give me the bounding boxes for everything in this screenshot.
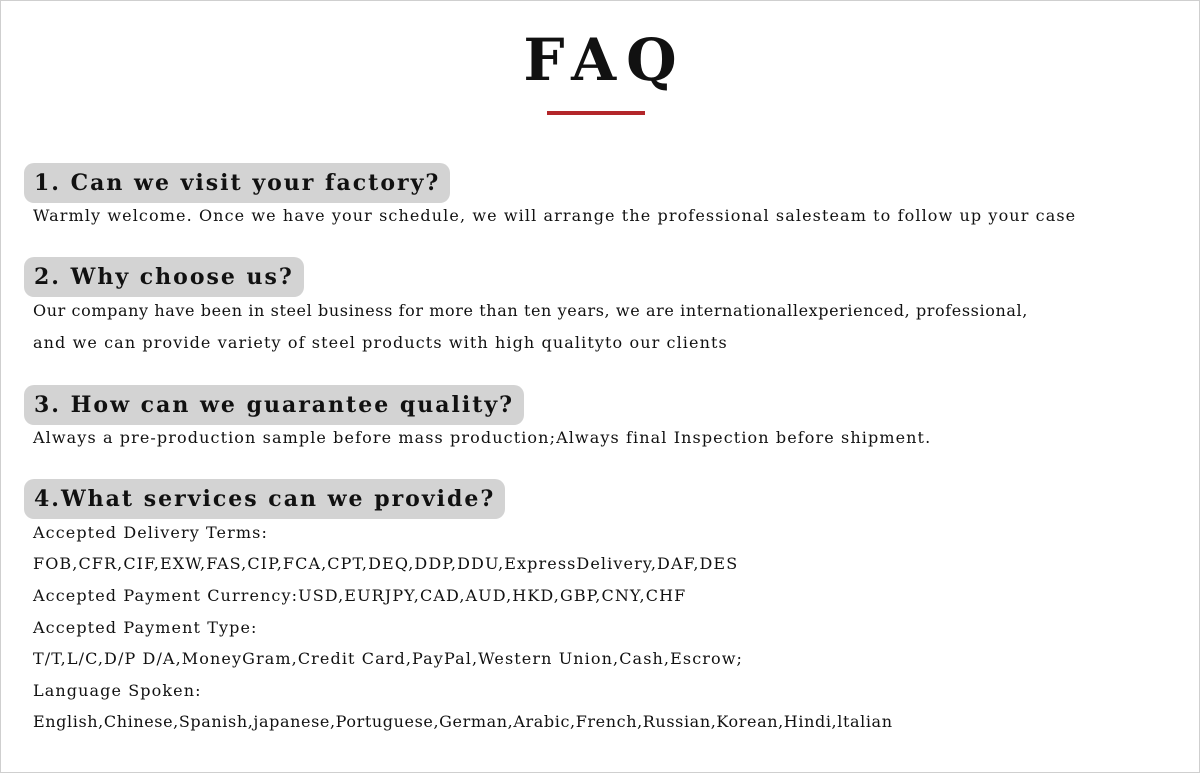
question-3-heading: 3. How can we guarantee quality? — [24, 385, 524, 425]
answer-2-line-2: and we can provide variety of steel products with high qualityto our clients — [33, 333, 728, 352]
answer-4-line-5: T/T,L/C,D/P D/A,MoneyGram,Credit Card,PayPal,Western Union,Cash,Escrow; — [33, 649, 744, 668]
answer-4-line-6: Language Spoken: — [33, 681, 202, 700]
answer-4-line-3: Accepted Payment Currency:USD,EURJPY,CAD,AUD,HKD,GBP,CNY,CHF — [33, 586, 687, 605]
answer-4-line-1: Accepted Delivery Terms: — [33, 523, 268, 542]
title-underline — [547, 111, 645, 115]
page-title: FAQ — [523, 26, 687, 94]
answer-3-line-1: Always a pre-production sample before mass production;Always final Inspection before shipment. — [33, 428, 932, 447]
question-1-heading: 1. Can we visit your factory? — [24, 163, 450, 203]
answer-4-line-7: English,Chinese,Spanish,japanese,Portuguese,German,Arabic,French,Russian,Korean,Hindi,ltalian — [33, 712, 893, 731]
answer-4-line-2: FOB,CFR,CIF,EXW,FAS,CIP,FCA,CPT,DEQ,DDP,DDU,ExpressDelivery,DAF,DES — [33, 554, 739, 573]
answer-2-line-1: Our company have been in steel business for more than ten years, we are internationallexperienced, professional, — [33, 301, 1028, 320]
answer-4-line-4: Accepted Payment Type: — [33, 618, 258, 637]
answer-1-line-1: Warmly welcome. Once we have your schedule, we will arrange the professional salesteam to follow up your case — [33, 206, 1077, 225]
question-2-heading: 2. Why choose us? — [24, 257, 304, 297]
question-4-heading: 4.What services can we provide? — [24, 479, 505, 519]
